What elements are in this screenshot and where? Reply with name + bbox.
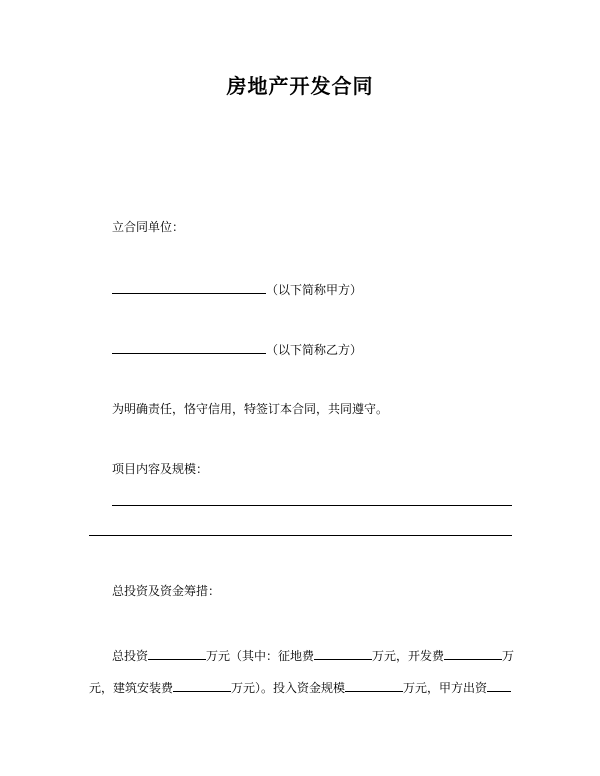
development-fee-label: 万元，开发费	[372, 649, 445, 663]
construction-fee-label: 元，建筑安装费	[89, 681, 174, 695]
party-a-line	[112, 279, 362, 299]
party-b-blank[interactable]	[112, 339, 266, 354]
party-a-blank[interactable]	[112, 279, 266, 294]
party-a-suffix: （以下简称甲方）	[266, 283, 363, 297]
total-investment-label: 总投资	[112, 649, 149, 663]
construction-fee-blank[interactable]	[173, 677, 231, 692]
land-fee-label: 万元（其中：征地费	[206, 649, 315, 663]
party-b-line	[112, 339, 362, 359]
document-title: 房地产开发合同	[226, 74, 374, 98]
investment-scale-blank[interactable]	[345, 677, 403, 692]
funding-label: 总投资及资金筹措：	[112, 584, 221, 598]
investment-line-1	[112, 645, 514, 665]
party-a-contribution-blank[interactable]	[487, 677, 511, 692]
purpose-text: 为明确责任，恪守信用，特签订本合同，共同遵守。	[112, 402, 389, 416]
land-fee-blank[interactable]	[314, 645, 372, 660]
party-b-suffix: （以下简称乙方）	[266, 343, 363, 357]
unit-wan-label: 万	[502, 649, 515, 663]
project-blank-line-2[interactable]	[89, 535, 512, 536]
project-label: 项目内容及规模：	[112, 462, 209, 476]
total-investment-blank[interactable]	[148, 645, 206, 660]
party-a-contribution-label: 万元，甲方出资	[403, 681, 488, 695]
development-fee-blank[interactable]	[444, 645, 502, 660]
investment-line-2	[89, 677, 511, 697]
project-blank-line-1[interactable]	[112, 505, 512, 506]
investment-scale-label: 万元）。投入资金规模	[231, 681, 346, 695]
parties-label: 立合同单位：	[112, 220, 185, 234]
